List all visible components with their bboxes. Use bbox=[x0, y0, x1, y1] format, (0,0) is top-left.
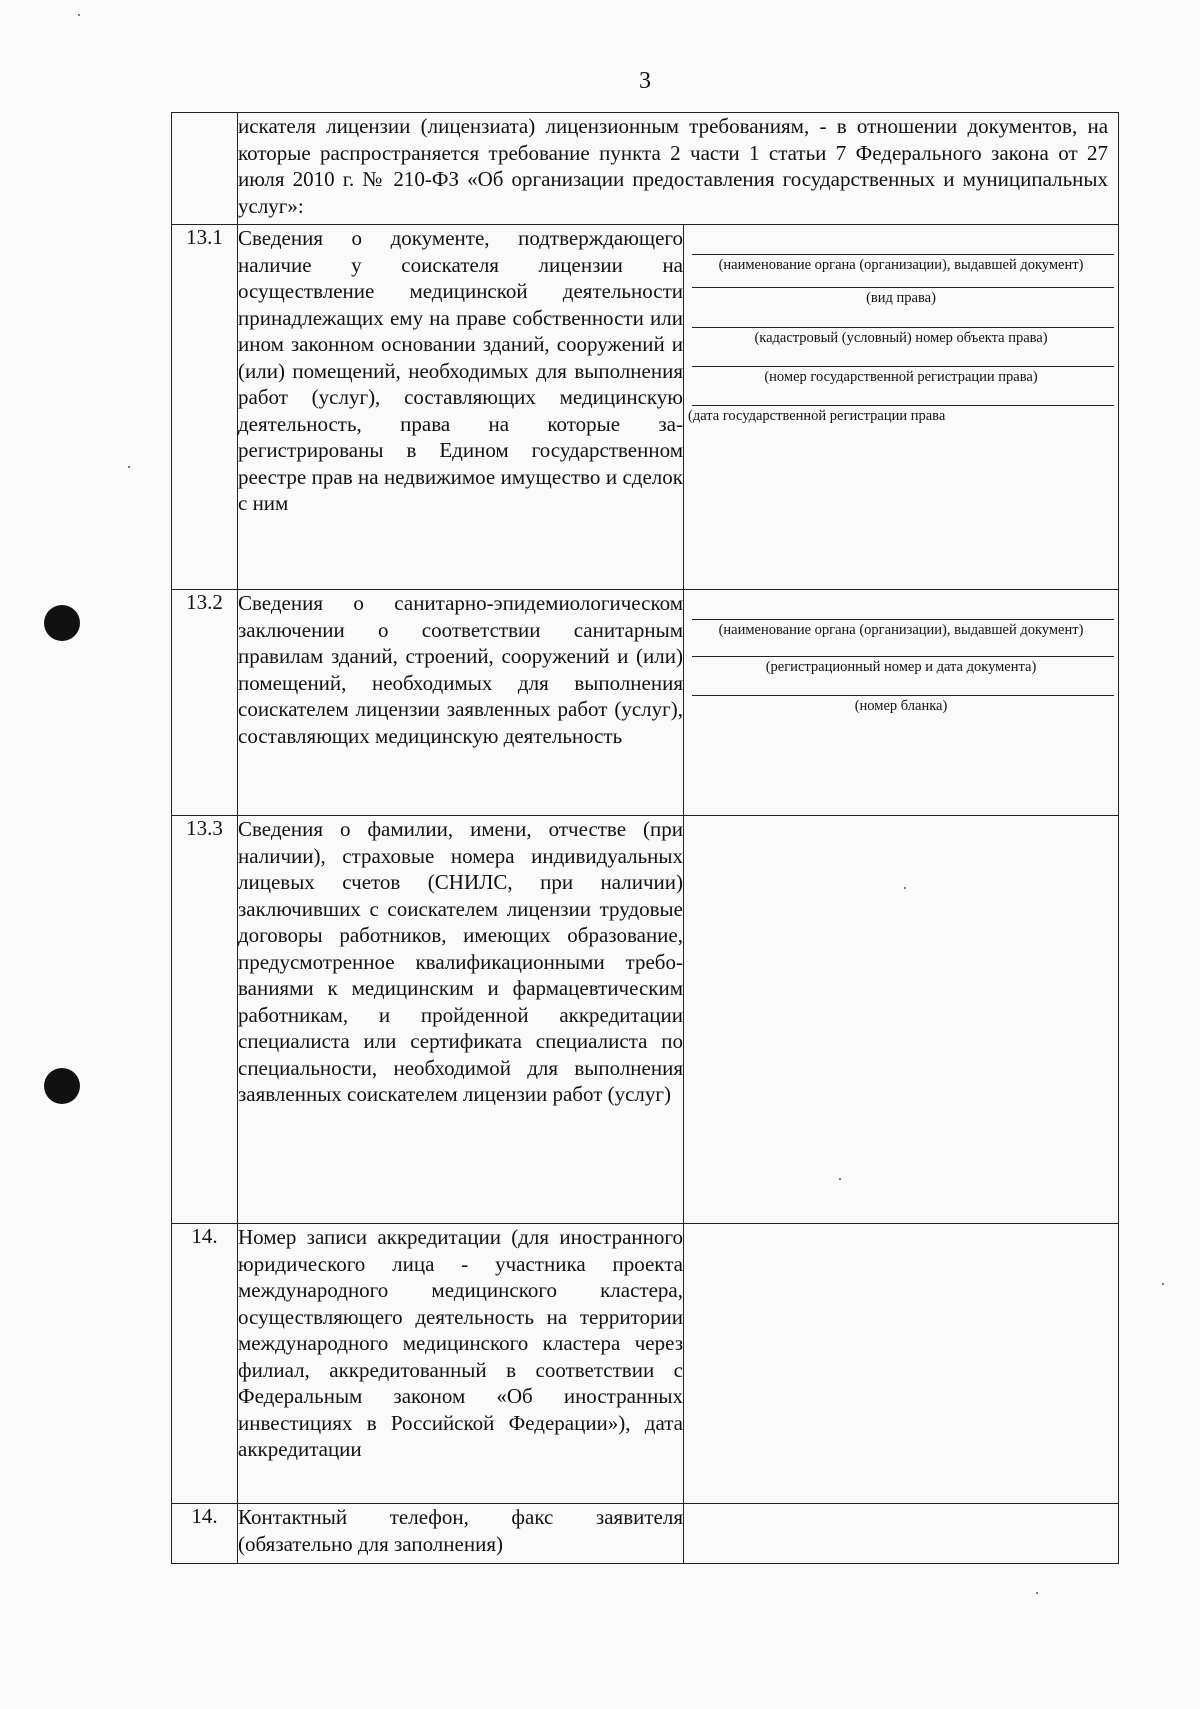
row-number: 14. bbox=[172, 1224, 238, 1504]
row-number: 13.2 bbox=[172, 590, 238, 816]
punch-hole-bottom bbox=[44, 1068, 80, 1104]
field-issuing-authority[interactable] bbox=[684, 619, 1118, 640]
table-row bbox=[172, 1224, 1119, 1504]
field-caption: (номер государственной регистрации права) bbox=[764, 369, 1038, 385]
input-cell bbox=[684, 225, 1119, 590]
field-caption: (наименование органа (организации), выдавшей документ) bbox=[718, 257, 1084, 273]
input-cell-empty[interactable] bbox=[684, 1224, 1119, 1504]
field-registration-date[interactable] bbox=[684, 405, 1118, 426]
field-caption: (номер бланка) bbox=[854, 698, 948, 714]
table-row bbox=[172, 590, 1119, 816]
field-caption: (кадастровый (условный) номер объекта права) bbox=[754, 330, 1048, 346]
row-number bbox=[172, 113, 238, 225]
row-description: Контактный телефон, факс заявителя (обязательно для заполнения) bbox=[238, 1504, 684, 1564]
input-cell bbox=[684, 590, 1119, 816]
row-description: Сведения о санитарно-эпидемиологическом заключении о соответствии санитарным правилам зданий, строений, сооружений и (или) помещений, необходимых для выполнения соискателем лицензии заявленных работ (услуг), составляющих медицинскую деятельность bbox=[238, 590, 684, 816]
scan-speck bbox=[128, 466, 130, 468]
field-caption: (вид права) bbox=[866, 290, 936, 306]
row-number: 13.3 bbox=[172, 816, 238, 1224]
scan-speck bbox=[839, 1178, 841, 1180]
field-cadastral-number[interactable] bbox=[684, 327, 1118, 348]
field-issuing-authority[interactable] bbox=[684, 254, 1118, 275]
row-description: Сведения о фамилии, имени, отчестве (при наличии), страховые номера индивидуальных лицевых счетов (СНИЛС, при наличии) заключивших с соискателем лицензии трудовые договоры работников, имеющих образование, предусмотренное квалификационными требованиями к медицинским и фармацевтическим работникам, и пройденной аккредитации специалиста или сертификата специалиста по специальности, необходимой для выполнения заявленных соискателем лицензии работ (услуг) bbox=[238, 816, 684, 1224]
field-caption: (дата государственной регистрации права bbox=[688, 408, 946, 424]
scan-speck bbox=[904, 887, 906, 889]
input-cell-empty[interactable] bbox=[684, 816, 1119, 1224]
table-row bbox=[172, 113, 1119, 225]
field-registration-number[interactable] bbox=[684, 366, 1118, 387]
page-number: 3 bbox=[639, 68, 651, 94]
application-form-table bbox=[171, 112, 1119, 1564]
table-row bbox=[172, 816, 1119, 1224]
field-caption: (регистрационный номер и дата документа) bbox=[765, 659, 1037, 675]
scan-speck bbox=[78, 14, 80, 16]
scan-speck bbox=[1162, 1283, 1164, 1285]
scan-speck bbox=[1036, 1592, 1038, 1594]
row-number: 14. bbox=[172, 1504, 238, 1564]
row-description bbox=[238, 113, 1119, 225]
field-blank-number[interactable] bbox=[684, 695, 1118, 716]
field-registration-number-date[interactable] bbox=[684, 656, 1118, 677]
row-number: 13.1 bbox=[172, 225, 238, 590]
punch-hole-top bbox=[44, 605, 80, 641]
table-row bbox=[172, 1504, 1119, 1564]
table-row bbox=[172, 225, 1119, 590]
row-description: Сведения о документе, подтверждающего наличие у соискателя лицензии на осуществление медицинской деятельности принадлежащих ему на праве собственности или ином законном основании зданий, сооружений и (или) помещений, необходимых для выполнения работ (услуг), составляющих медицинскую деятельность, права на которые зарегистрированы в Едином государственном реестре прав на недвижимое имущество и сделок с ним bbox=[238, 225, 684, 590]
row-text: искателя лицензии (лицензиата) лицензионным требованиям, - в отношении документов, на которые распространяется требование пункта 2 части 1 статьи 7 Федерального закона от 27 июля 2010 г. № 210-ФЗ «Об организации предоставления государственных и муниципальных услуг»: bbox=[238, 114, 1109, 218]
row-description: Номер записи аккредитации (для иностранного юридического лица - участника проекта международного медицинского кластера, осуществляющего деятельность на территории международного медицинского кластера через филиал, аккредитованный в соответствии с Федеральным законом «Об иностранных инвестициях в Российской Федерации»), дата аккредитации bbox=[238, 1224, 684, 1504]
field-caption: (наименование органа (организации), выдавшей документ) bbox=[718, 622, 1084, 638]
field-right-type[interactable] bbox=[684, 287, 1118, 308]
input-cell-empty[interactable] bbox=[684, 1504, 1119, 1564]
